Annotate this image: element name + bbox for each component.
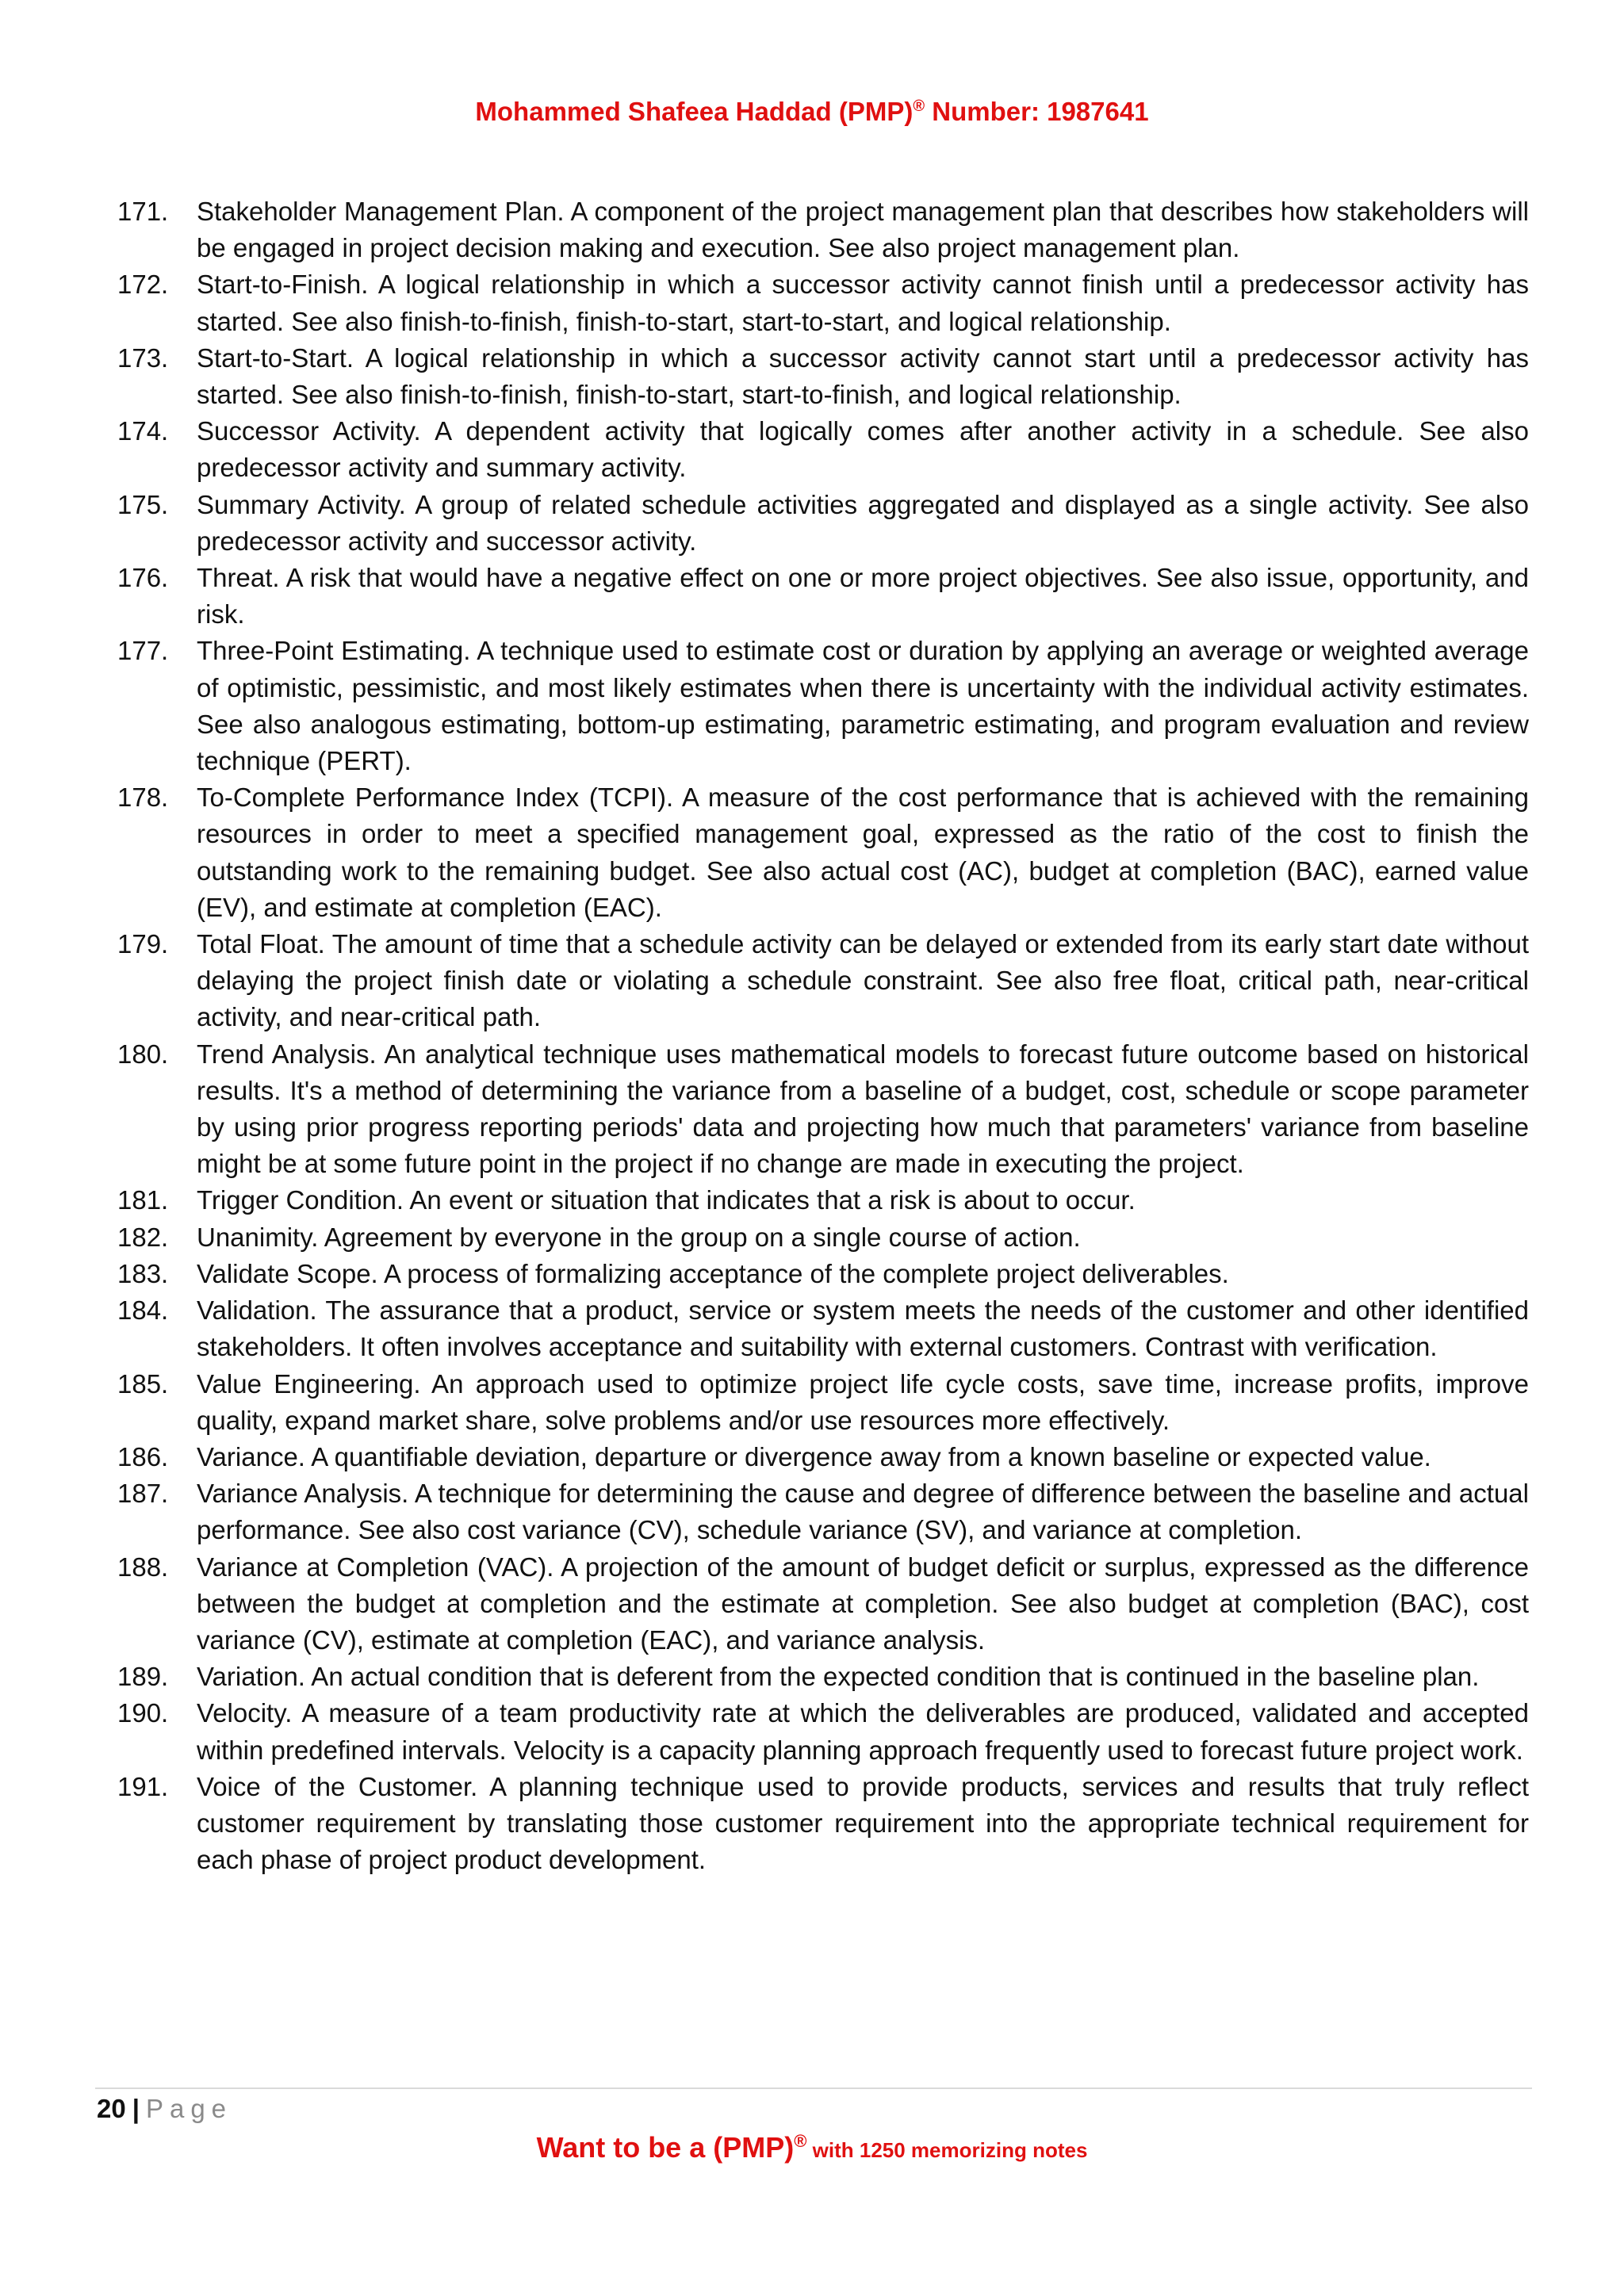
list-item (117, 1549, 1529, 1659)
list-item (117, 1256, 1529, 1292)
item-number: 176. (117, 563, 169, 593)
item-number: 179. (117, 929, 169, 959)
item-number: 180. (117, 1039, 169, 1069)
page-number: 20 (97, 2094, 126, 2123)
item-text: Velocity. A measure of a team productivity rate at which the deliverables are produced, validated and accepted within predefined intervals. Velocity is a capacity planning approach frequently used to forecast future project work. (197, 1698, 1529, 1765)
item-text: Start-to-Finish. A logical relationship in which a successor activity cannot finish until a predecessor activity has started. See also finish-to-finish, finish-to-start, start-to-start, and logical relationship. (197, 270, 1529, 336)
header-registered-mark: ® (913, 98, 925, 115)
item-text: Variance. A quantifiable deviation, departure or divergence away from a known baseline or expected value. (197, 1441, 1431, 1471)
item-text: Three-Point Estimating. A technique used to estimate cost or duration by applying an average or weighted average of optimistic, pessimistic, and most likely estimates when there is uncertainty with the individual activity estimates. See also analogous estimating, bottom-up estimating, parametric estimating, and program evaluation and review technique (PERT). (197, 636, 1529, 776)
header-title-main: Mohammed Shafeea Haddad (PMP) (475, 97, 914, 126)
list-item (117, 1695, 1529, 1768)
item-text: Voice of the Customer. A planning technique used to provide products, services and results that truly reflect customer requirement by translating those customer requirement into the appropriate technical requirement for each phase of project product development. (197, 1771, 1529, 1875)
list-item (117, 413, 1529, 486)
promo-main: Want to be a (PMP) (536, 2131, 795, 2164)
item-text: Threat. A risk that would have a negative effect on one or more project objectives. See also issue, opportunity, and risk. (197, 563, 1529, 629)
item-number: 177. (117, 636, 169, 666)
item-text: Validate Scope. A process of formalizing acceptance of the complete project deliverables. (197, 1258, 1229, 1288)
item-text: Value Engineering. An approach used to optimize project life cycle costs, save time, increase profits, improve quality, expand market share, solve problems and/or use resources more effectively. (197, 1368, 1529, 1435)
item-number: 184. (117, 1295, 169, 1326)
list-item (117, 1182, 1529, 1219)
page-number-label (97, 2094, 232, 2124)
item-text: Unanimity. Agreement by everyone in the group on a single course of action. (197, 1222, 1081, 1252)
list-item (117, 1769, 1529, 1879)
item-text: Total Float. The amount of time that a schedule activity can be delayed or extended from its early start date without delaying the project finish date or violating a schedule constraint. See also free float, critical path, near-critical activity, and near-critical path. (197, 929, 1529, 1032)
item-number: 181. (117, 1185, 169, 1215)
item-number: 189. (117, 1662, 169, 1692)
item-text: Successor Activity. A dependent activity that logically comes after another activity in a schedule. See also predecessor activity and summary activity. (197, 416, 1529, 483)
item-text: Trend Analysis. An analytical technique uses mathematical models to forecast future outcome based on historical results. It's a method of determining the variance from a baseline of a budget, cost, schedule or scope parameter by using prior progress reporting periods' data and projecting how much that parameters' variance from baseline might be at some future point in the project if no change are made in executing the project. (197, 1039, 1529, 1179)
item-number: 188. (117, 1552, 169, 1582)
item-number: 190. (117, 1698, 169, 1728)
item-text: Start-to-Start. A logical relationship in which a successor activity cannot start until a predecessor activity has started. See also finish-to-finish, finish-to-start, start-to-finish, and logical relationship. (197, 342, 1529, 410)
item-text: Variance at Completion (VAC). A projection of the amount of budget deficit or surplus, expressed as the difference between the budget at completion and the estimate at completion. See also budget at completion (BAC), cost variance (CV), estimate at completion (EAC), and variance analysis. (197, 1552, 1529, 1655)
list-item (117, 560, 1529, 633)
item-text: Summary Activity. A group of related schedule activities aggregated and displayed as a single activity. See also predecessor activity and successor activity. (197, 489, 1529, 556)
footer-divider (95, 2087, 1532, 2089)
list-item (117, 1366, 1529, 1439)
promo-registered-mark: ® (794, 2131, 807, 2151)
list-item (117, 779, 1529, 926)
list-item (117, 633, 1529, 779)
item-number: 178. (117, 783, 169, 813)
item-text: Validation. The assurance that a product, service or system meets the needs of the customer and other identified stakeholders. It often involves acceptance and suitability with external customers. Contrast with verification. (197, 1295, 1529, 1362)
item-number: 186. (117, 1441, 169, 1471)
list-item (117, 193, 1529, 266)
list-item (117, 1475, 1529, 1548)
list-item (117, 926, 1529, 1036)
item-number: 183. (117, 1258, 169, 1288)
item-text: Stakeholder Management Plan. A component of the project management plan that describes how stakeholders will be engaged in project decision making and execution. See also project management plan. (197, 197, 1529, 263)
list-item (117, 266, 1529, 339)
list-item (117, 1439, 1529, 1475)
item-number: 185. (117, 1368, 169, 1399)
list-item (117, 487, 1529, 560)
list-item (117, 1036, 1529, 1183)
item-number: 175. (117, 489, 169, 519)
item-number: 191. (117, 1771, 169, 1801)
page-header-title (0, 97, 1624, 127)
item-text: Variance Analysis. A technique for determining the cause and degree of difference between the baseline and actual performance. See also cost variance (CV), schedule variance (SV), and variance at completion. (197, 1479, 1529, 1545)
header-title-tail: Number: 1987641 (925, 97, 1149, 126)
list-item (117, 1219, 1529, 1256)
list-item (117, 1659, 1529, 1695)
list-item (117, 1292, 1529, 1365)
item-text: To-Complete Performance Index (TCPI). A measure of the cost performance that is achieved with the remaining resources in order to meet a specified management goal, expressed as the ratio of the cost to finish the outstanding work to the remaining budget. See also actual cost (AC), budget at completion (BAC), earned value (EV), and estimate at completion (EAC). (197, 783, 1529, 922)
item-number: 173. (117, 342, 169, 373)
item-number: 171. (117, 197, 169, 226)
item-number: 172. (117, 270, 169, 300)
promo-small: with 1250 memorizing notes (806, 2138, 1088, 2162)
item-text: Variation. An actual condition that is deferent from the expected condition that is continued in the baseline plan. (197, 1662, 1480, 1692)
page-separator: | (132, 2094, 140, 2123)
item-number: 182. (117, 1222, 169, 1252)
page-word: Page (145, 2094, 233, 2123)
item-text: Trigger Condition. An event or situation that indicates that a risk is about to occur. (197, 1185, 1136, 1215)
list-item (117, 340, 1529, 413)
footer-promo (0, 2131, 1624, 2164)
glossary-list (117, 193, 1529, 1878)
item-number: 174. (117, 416, 169, 446)
item-number: 187. (117, 1479, 169, 1509)
